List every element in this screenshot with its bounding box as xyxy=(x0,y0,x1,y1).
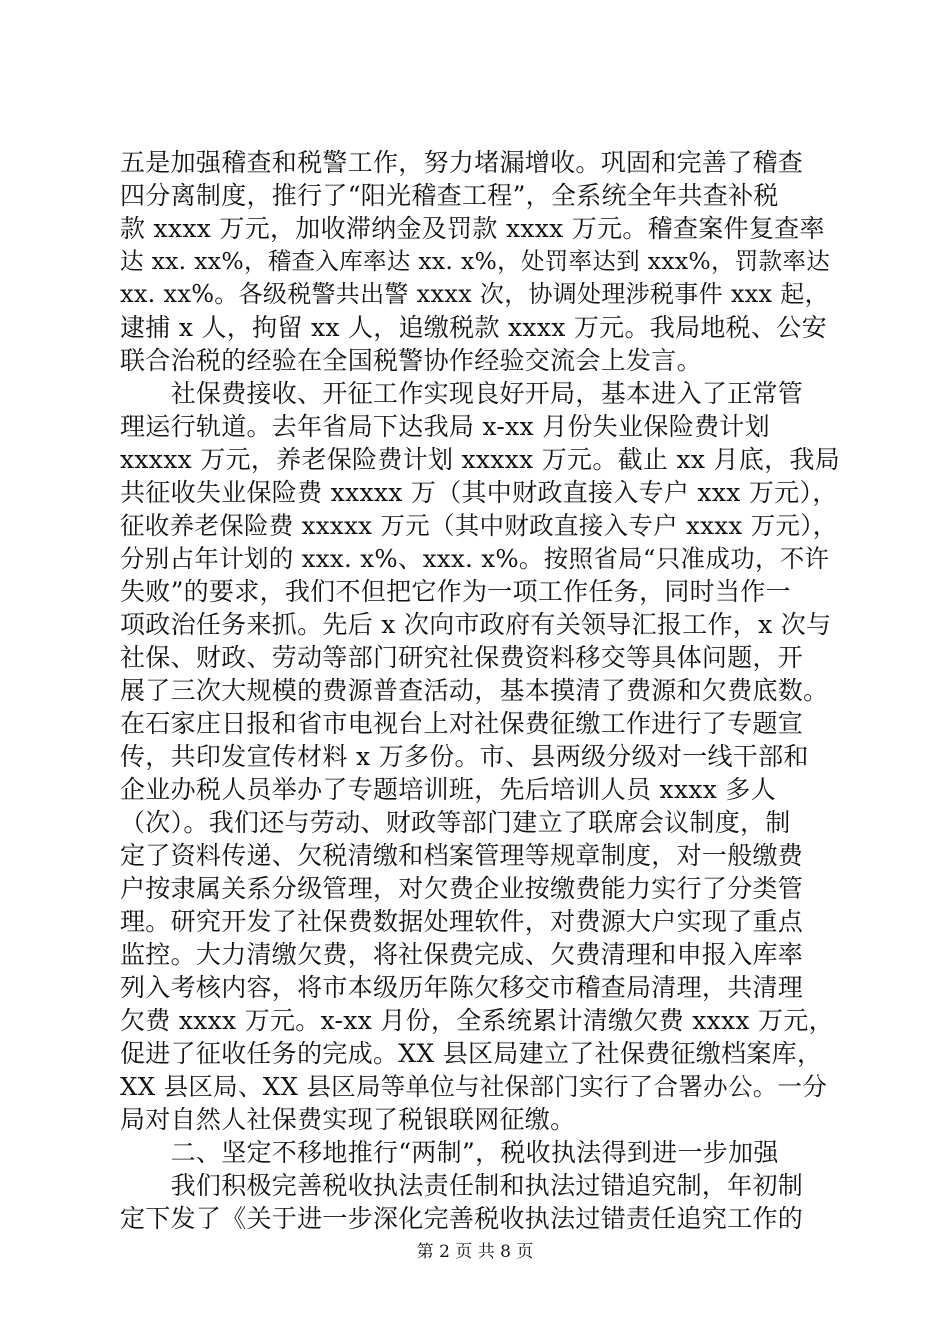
text-line: 失败”的要求，我们不但把它作为一项工作任务，同时当作一 xyxy=(120,577,791,606)
text-line: 分别占年计划的 xxx. x%、xxx. x%。按照省局“只准成功，不许 xyxy=(120,544,830,573)
text-line: 征收养老保险费 xxxxx 万元（其中财政直接入专户 xxxx 万元）， xyxy=(120,511,838,540)
text-line: 社保、财政、劳动等部门研究社保费资料移交等具体问题，开 xyxy=(120,643,804,672)
text-line: （次）。我们还与劳动、财政等部门建立了联席会议制度，制 xyxy=(120,808,791,837)
text-line: 社保费接收、开征工作实现良好开局，基本进入了正常管 xyxy=(120,379,804,408)
text-line: 项政治任务来抓。先后 x 次向市政府有关领导汇报工作，x 次与 xyxy=(120,610,832,639)
text-line: 共征收失业保险费 xxxxx 万（其中财政直接入专户 xxx 万元）， xyxy=(120,478,838,507)
text-line: 逮捕 x 人，拘留 xx 人，追缴税款 xxxx 万元。我局地税、公安 xyxy=(120,313,827,342)
text-line: 联合治税的经验在全国税警协作经验交流会上发言。 xyxy=(120,346,702,375)
text-line: XX 县区局、XX 县区局等单位与社保部门实行了合署办公。一分 xyxy=(120,1072,828,1101)
text-line: 理。研究开发了社保费数据处理软件，对费源大户实现了重点 xyxy=(120,907,804,936)
document-body xyxy=(120,146,840,1235)
text-line: 五是加强稽查和税警工作，努力堵漏增收。巩固和完善了稽查 xyxy=(120,148,804,177)
text-line: 企业办税人员举办了专题培训班，先后培训人员 xxxx 多人 xyxy=(120,775,776,804)
text-line: 定了资料传递、欠税清缴和档案管理等规章制度，对一般缴费 xyxy=(120,841,804,870)
text-line: 款 xxxx 万元，加收滞纳金及罚款 xxxx 万元。稽查案件复查率 xyxy=(120,214,825,243)
text-line: xxxxx 万元，养老保险费计划 xxxxx 万元。截止 xx 月底，我局 xyxy=(120,445,841,474)
text-line: 二、坚定不移地推行“两制”，税收执法得到进一步加强 xyxy=(120,1138,779,1167)
page-footer: 第 2 页 共 8 页 xyxy=(416,1242,534,1262)
text-line: 理运行轨道。去年省局下达我局 x-xx 月份失业保险费计划 xyxy=(120,412,770,441)
text-line: 促进了征收任务的完成。XX 县区局建立了社保费征缴档案库， xyxy=(120,1039,823,1068)
text-line: 达 xx. xx%，稽查入库率达 xx. x%，处罚率达到 xxx%，罚款率达 xyxy=(120,247,831,275)
text-line: 四分离制度，推行了“阳光稽查工程”，全系统全年共查补税 xyxy=(120,181,779,210)
text-line: 传，共印发宣传材料 x 万多份。市、县两级分级对一线干部和 xyxy=(120,742,809,771)
text-line: xx. xx%。各级税警共出警 xxxx 次，协调处理涉税事件 xxx 起， xyxy=(120,280,829,308)
text-line: 定下发了《关于进一步深化完善税收执法过错责任追究工作的 xyxy=(120,1204,804,1233)
text-line: 列入考核内容，将市本级历年陈欠移交市稽查局清理，共清理 xyxy=(120,973,804,1002)
text-line: 在石家庄日报和省市电视台上对社保费征缴工作进行了专题宣 xyxy=(120,709,804,738)
text-line: 我们积极完善税收执法责任制和执法过错追究制，年初制 xyxy=(120,1171,804,1200)
text-line: 展了三次大规模的费源普查活动，基本摸清了费源和欠费底数。 xyxy=(120,676,829,705)
text-line: 监控。大力清缴欠费，将社保费完成、欠费清理和申报入库率 xyxy=(120,940,804,969)
text-line: 欠费 xxxx 万元。x-xx 月份，全系统累计清缴欠费 xxxx 万元， xyxy=(120,1006,834,1035)
text-line: 户按隶属关系分级管理，对欠费企业按缴费能力实行了分类管 xyxy=(120,874,804,903)
text-line: 局对自然人社保费实现了税银联网征缴。 xyxy=(120,1105,576,1134)
